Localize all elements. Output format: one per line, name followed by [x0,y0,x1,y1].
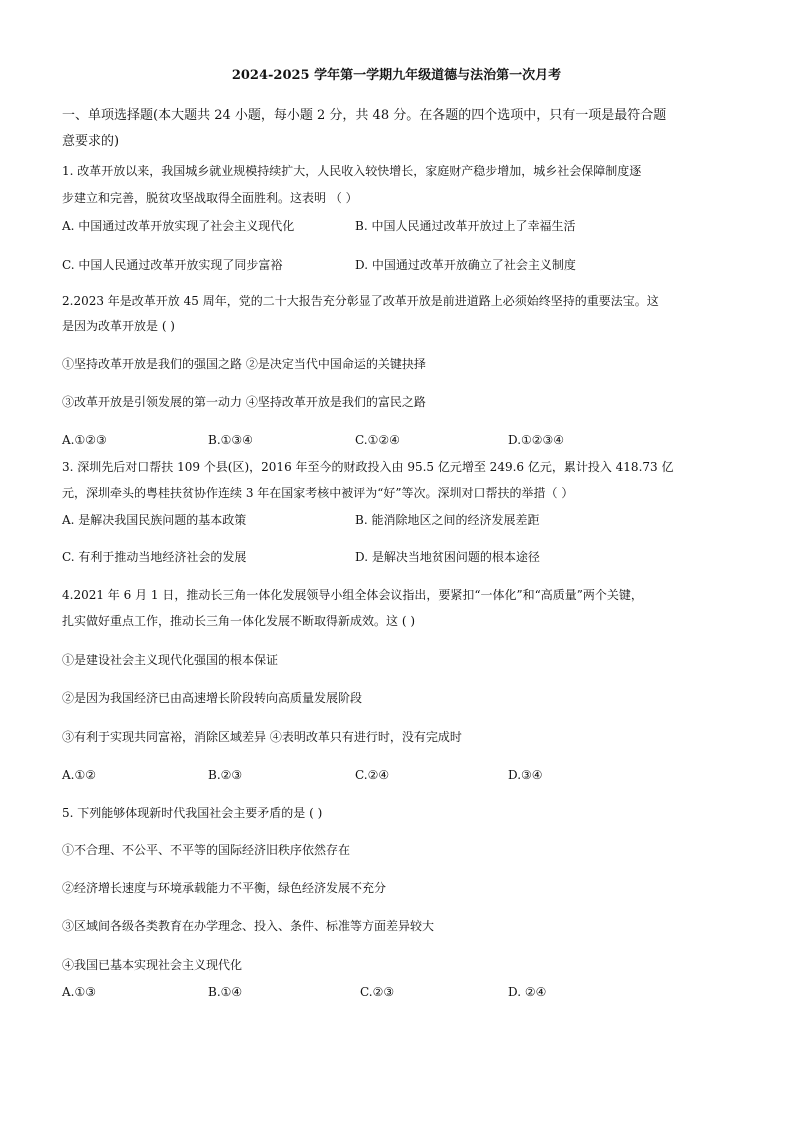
q5-item-4: ④我国已基本实现社会主义现代化 [62,958,243,972]
q3-stem-line-2: 元，深圳牵头的粤桂扶贫协作连续 3 年在国家考核中被评为“好”等次。深圳对口帮扶的举措（ ） [62,486,574,500]
q3-option-d: D. 是解决当地贫困问题的根本途径 [355,550,540,564]
q2-item-row-2: ③改革开放是引领发展的第一动力 ④坚持改革开放是我们的富民之路 [62,395,426,409]
q4-item-1: ①是建设社会主义现代化强国的根本保证 [62,653,279,667]
q2-option-b: B.①③④ [208,433,253,447]
q3-option-a: A. 是解决我国民族问题的基本政策 [62,513,247,527]
q1-option-d: D. 中国通过改革开放确立了社会主义制度 [355,258,576,272]
q5-stem: 5. 下列能够体现新时代我国社会主要矛盾的是 ( ) [62,806,323,820]
q5-option-b: B.①④ [208,985,243,999]
q3-option-b: B. 能消除地区之间的经济发展差距 [355,513,540,527]
q4-item-2: ②是因为我国经济已由高速增长阶段转向高质量发展阶段 [62,691,363,705]
q4-item-3: ③有利于实现共同富裕，消除区域差异 ④表明改革只有进行时，没有完成时 [62,730,462,744]
q2-stem-line-1: 2.2023 年是改革开放 45 周年，党的二十大报告充分彰显了改革开放是前进道路上必须始终坚持的重要法宝。这 [62,294,659,308]
q4-option-a: A.①② [62,768,96,782]
q4-option-c: C.②④ [355,768,390,782]
q4-stem-line-2: 扎实做好重点工作，推动长三角一体化发展不断取得新成效。这 ( ) [62,614,415,628]
q4-option-d: D.③④ [508,768,543,782]
q1-option-a: A. 中国通过改革开放实现了社会主义现代化 [62,219,295,233]
q2-option-a: A.①②③ [62,433,107,447]
q5-item-2: ②经济增长速度与环境承载能力不平衡，绿色经济发展不充分 [62,881,387,895]
q5-option-d: D. ②④ [508,985,547,999]
q2-stem-line-2: 是因为改革开放是 ( ) [62,319,175,333]
q1-option-c: C. 中国人民通过改革开放实现了同步富裕 [62,258,283,272]
q4-option-b: B.②③ [208,768,243,782]
q2-option-c: C.①②④ [355,433,400,447]
section-heading-line-2: 意要求的) [62,134,120,149]
q1-stem-line-2: 步建立和完善，脱贫攻坚战取得全面胜利。这表明 （ ） [62,191,358,205]
q1-stem-line-1: 1. 改革开放以来，我国城乡就业规模持续扩大，人民收入较快增长，家庭财产稳步增加，城乡社会保障制度逐 [62,164,642,178]
q5-option-c: C.②③ [360,985,395,999]
exam-title: 2024-2025 学年第一学期九年级道德与法治第一次月考 [231,68,562,83]
q5-item-3: ③区域间各级各类教育在办学理念、投入、条件、标准等方面差异较大 [62,919,435,933]
q1-option-b: B. 中国人民通过改革开放过上了幸福生活 [355,219,576,233]
q2-option-d: D.①②③④ [508,433,565,447]
q3-stem-line-1: 3. 深圳先后对口帮扶 109 个县(区)，2016 年至今的财政投入由 95.5 亿元增至 249.6 亿元，累计投入 418.73 亿 [62,460,674,474]
section-heading-line-1: 一、单项选择题(本大题共 24 小题，每小题 2 分，共 48 分。在各题的四个选项中，只有一项是最符合题 [62,108,667,123]
q3-option-c: C. 有利于推动当地经济社会的发展 [62,550,247,564]
q2-item-row-1: ①坚持改革开放是我们的强国之路 ②是决定当代中国命运的关键抉择 [62,357,426,371]
q4-stem-line-1: 4.2021 年 6 月 1 日，推动长三角一体化发展领导小组全体会议指出，要紧扣“一体化”和“高质量”两个关键， [62,588,643,602]
q5-item-1: ①不合理、不公平、不平等的国际经济旧秩序依然存在 [62,843,351,857]
q5-option-a: A.①③ [62,985,96,999]
